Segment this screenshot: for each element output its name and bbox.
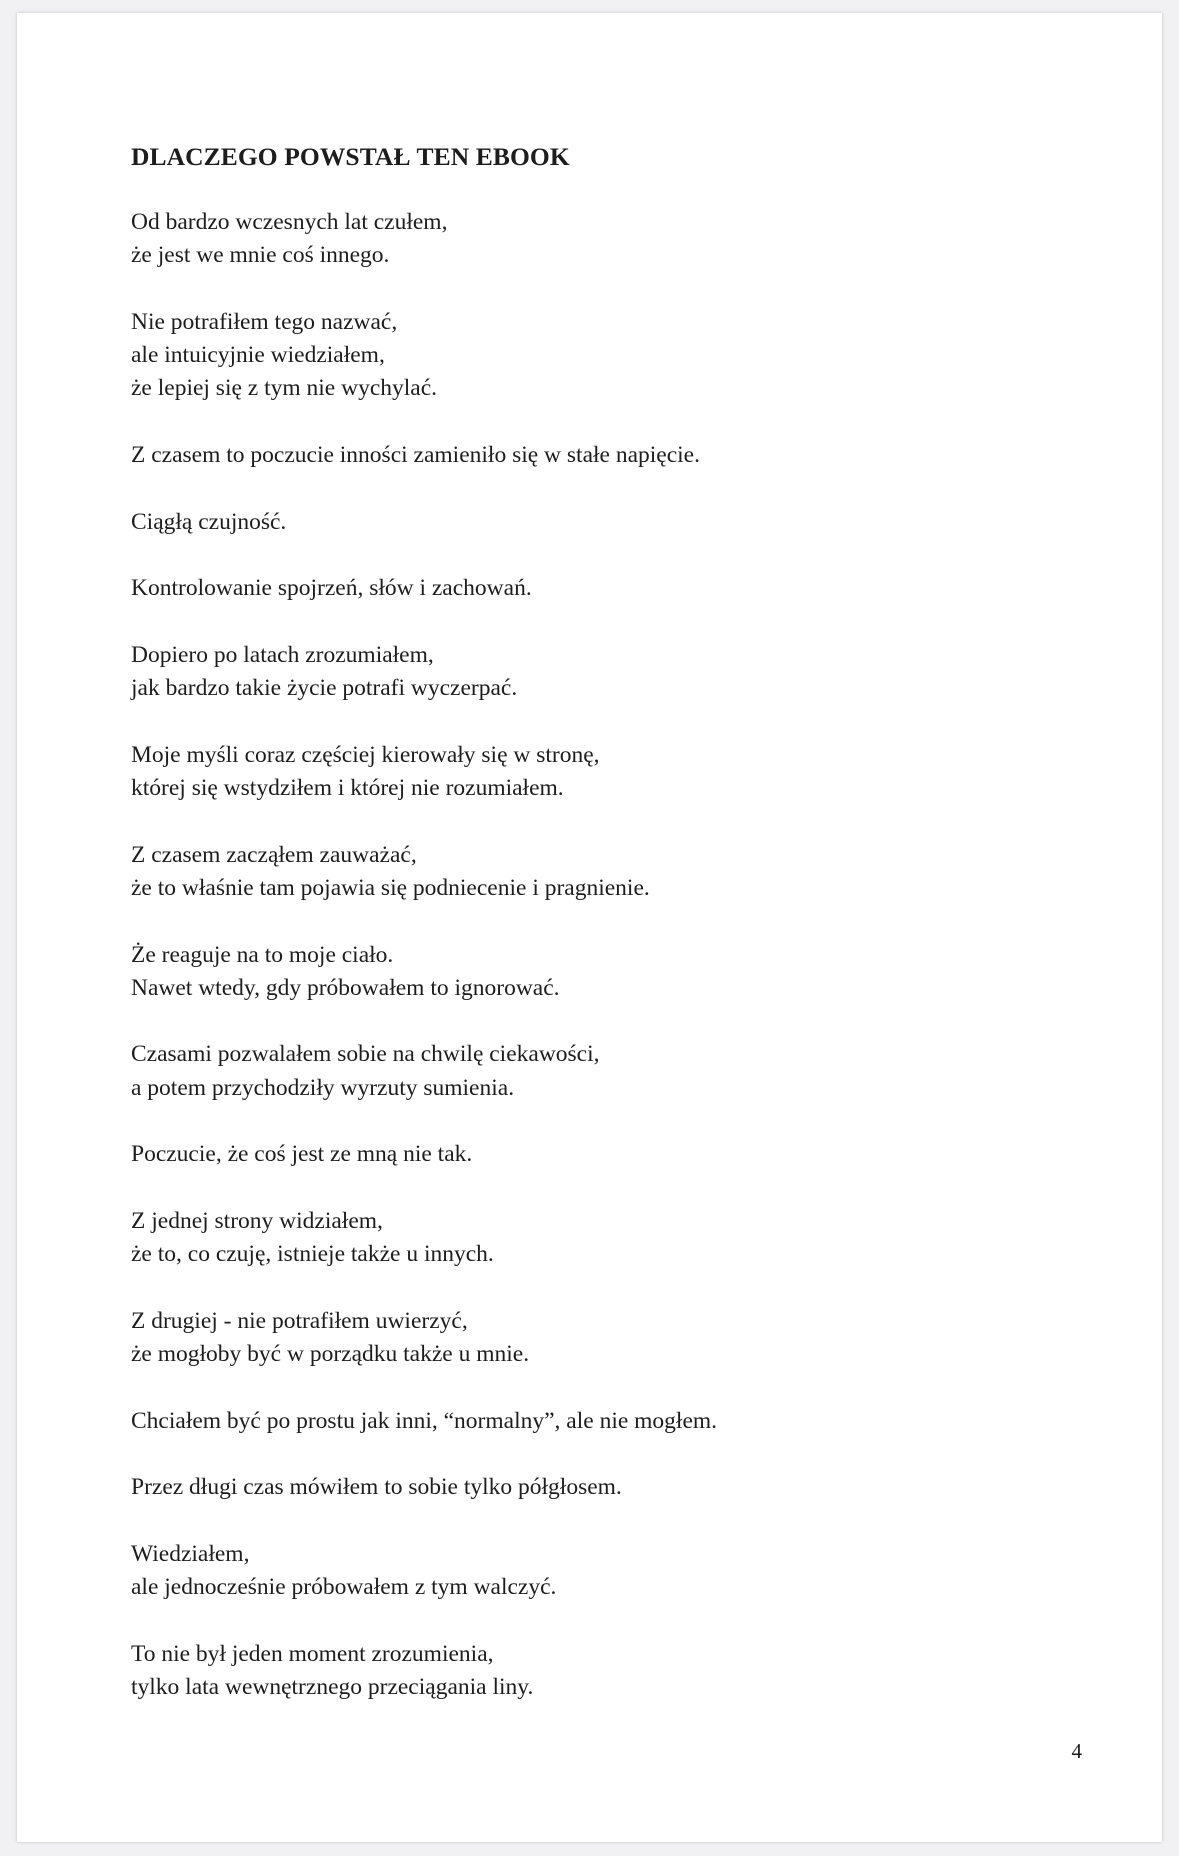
text-line: a potem przychodziły wyrzuty sumienia. — [131, 1074, 515, 1101]
paragraph — [131, 639, 1071, 706]
paragraph — [131, 1638, 1071, 1705]
paragraph — [131, 306, 1071, 406]
chapter-title: DLACZEGO POWSTAŁ TEN EBOOK — [131, 142, 570, 171]
page-number: 4 — [1071, 1739, 1082, 1763]
text-line: Dopiero po latach zrozumiałem, — [131, 641, 434, 668]
text-line: że jest we mnie coś innego. — [131, 242, 390, 269]
text-line: Z czasem to poczucie inności zamieniło się w stałe napięcie. — [131, 442, 700, 469]
document-page — [17, 13, 1162, 1842]
paragraph — [131, 1471, 1071, 1504]
text-line: Czasami pozwalałem sobie na chwilę ciekawości, — [131, 1041, 600, 1068]
text-line: Nie potrafiłem tego nazwać, — [131, 308, 398, 335]
text-line: To nie był jeden moment zrozumienia, — [131, 1640, 494, 1667]
text-line: której się wstydziłem i której nie rozumiałem. — [131, 775, 564, 802]
paragraph — [131, 839, 1071, 906]
text-line: że to, co czuję, istnieje także u innych. — [131, 1241, 494, 1268]
text-line: ale jednocześnie próbowałem z tym walczyć. — [131, 1574, 557, 1601]
text-line: Ciągłą czujność. — [131, 508, 287, 535]
text-line: Z jednej strony widziałem, — [131, 1207, 383, 1234]
body-text — [131, 206, 1071, 1704]
text-line: Przez długi czas mówiłem to sobie tylko półgłosem. — [131, 1474, 622, 1501]
paragraph — [131, 439, 1071, 472]
page-content — [131, 140, 1071, 1738]
text-line: że mogłoby być w porządku także u mnie. — [131, 1341, 530, 1368]
paragraph — [131, 739, 1071, 806]
text-line: Poczucie, że coś jest ze mną nie tak. — [131, 1141, 473, 1168]
paragraph — [131, 1405, 1071, 1438]
text-line: Z czasem zacząłem zauważać, — [131, 841, 417, 868]
text-line: Nawet wtedy, gdy próbowałem to ignorować. — [131, 974, 560, 1001]
paragraph — [131, 1138, 1071, 1171]
paragraph — [131, 939, 1071, 1006]
text-line: Że reaguje na to moje ciało. — [131, 941, 394, 968]
text-line: Moje myśli coraz częściej kierowały się w stronę, — [131, 741, 600, 768]
paragraph — [131, 572, 1071, 605]
text-line: Wiedziałem, — [131, 1540, 250, 1567]
text-line: że lepiej się z tym nie wychylać. — [131, 375, 438, 402]
text-line: ale intuicyjnie wiedziałem, — [131, 342, 385, 369]
paragraph — [131, 1038, 1071, 1105]
text-line: Chciałem być po prostu jak inni, “normalny”, ale nie mogłem. — [131, 1407, 718, 1434]
text-line: Z drugiej - nie potrafiłem uwierzyć, — [131, 1307, 468, 1334]
paragraph — [131, 1538, 1071, 1605]
text-line: że to właśnie tam pojawia się podniecenie i pragnienie. — [131, 874, 650, 901]
text-line: jak bardzo takie życie potrafi wyczerpać. — [131, 675, 518, 702]
text-line: Od bardzo wczesnych lat czułem, — [131, 209, 448, 235]
paragraph — [131, 1205, 1071, 1272]
paragraph — [131, 506, 1071, 539]
text-line: tylko lata wewnętrznego przeciągania liny. — [131, 1674, 534, 1701]
paragraph — [131, 206, 1071, 273]
text-line: Kontrolowanie spojrzeń, słów i zachowań. — [131, 575, 532, 602]
paragraph — [131, 1305, 1071, 1372]
